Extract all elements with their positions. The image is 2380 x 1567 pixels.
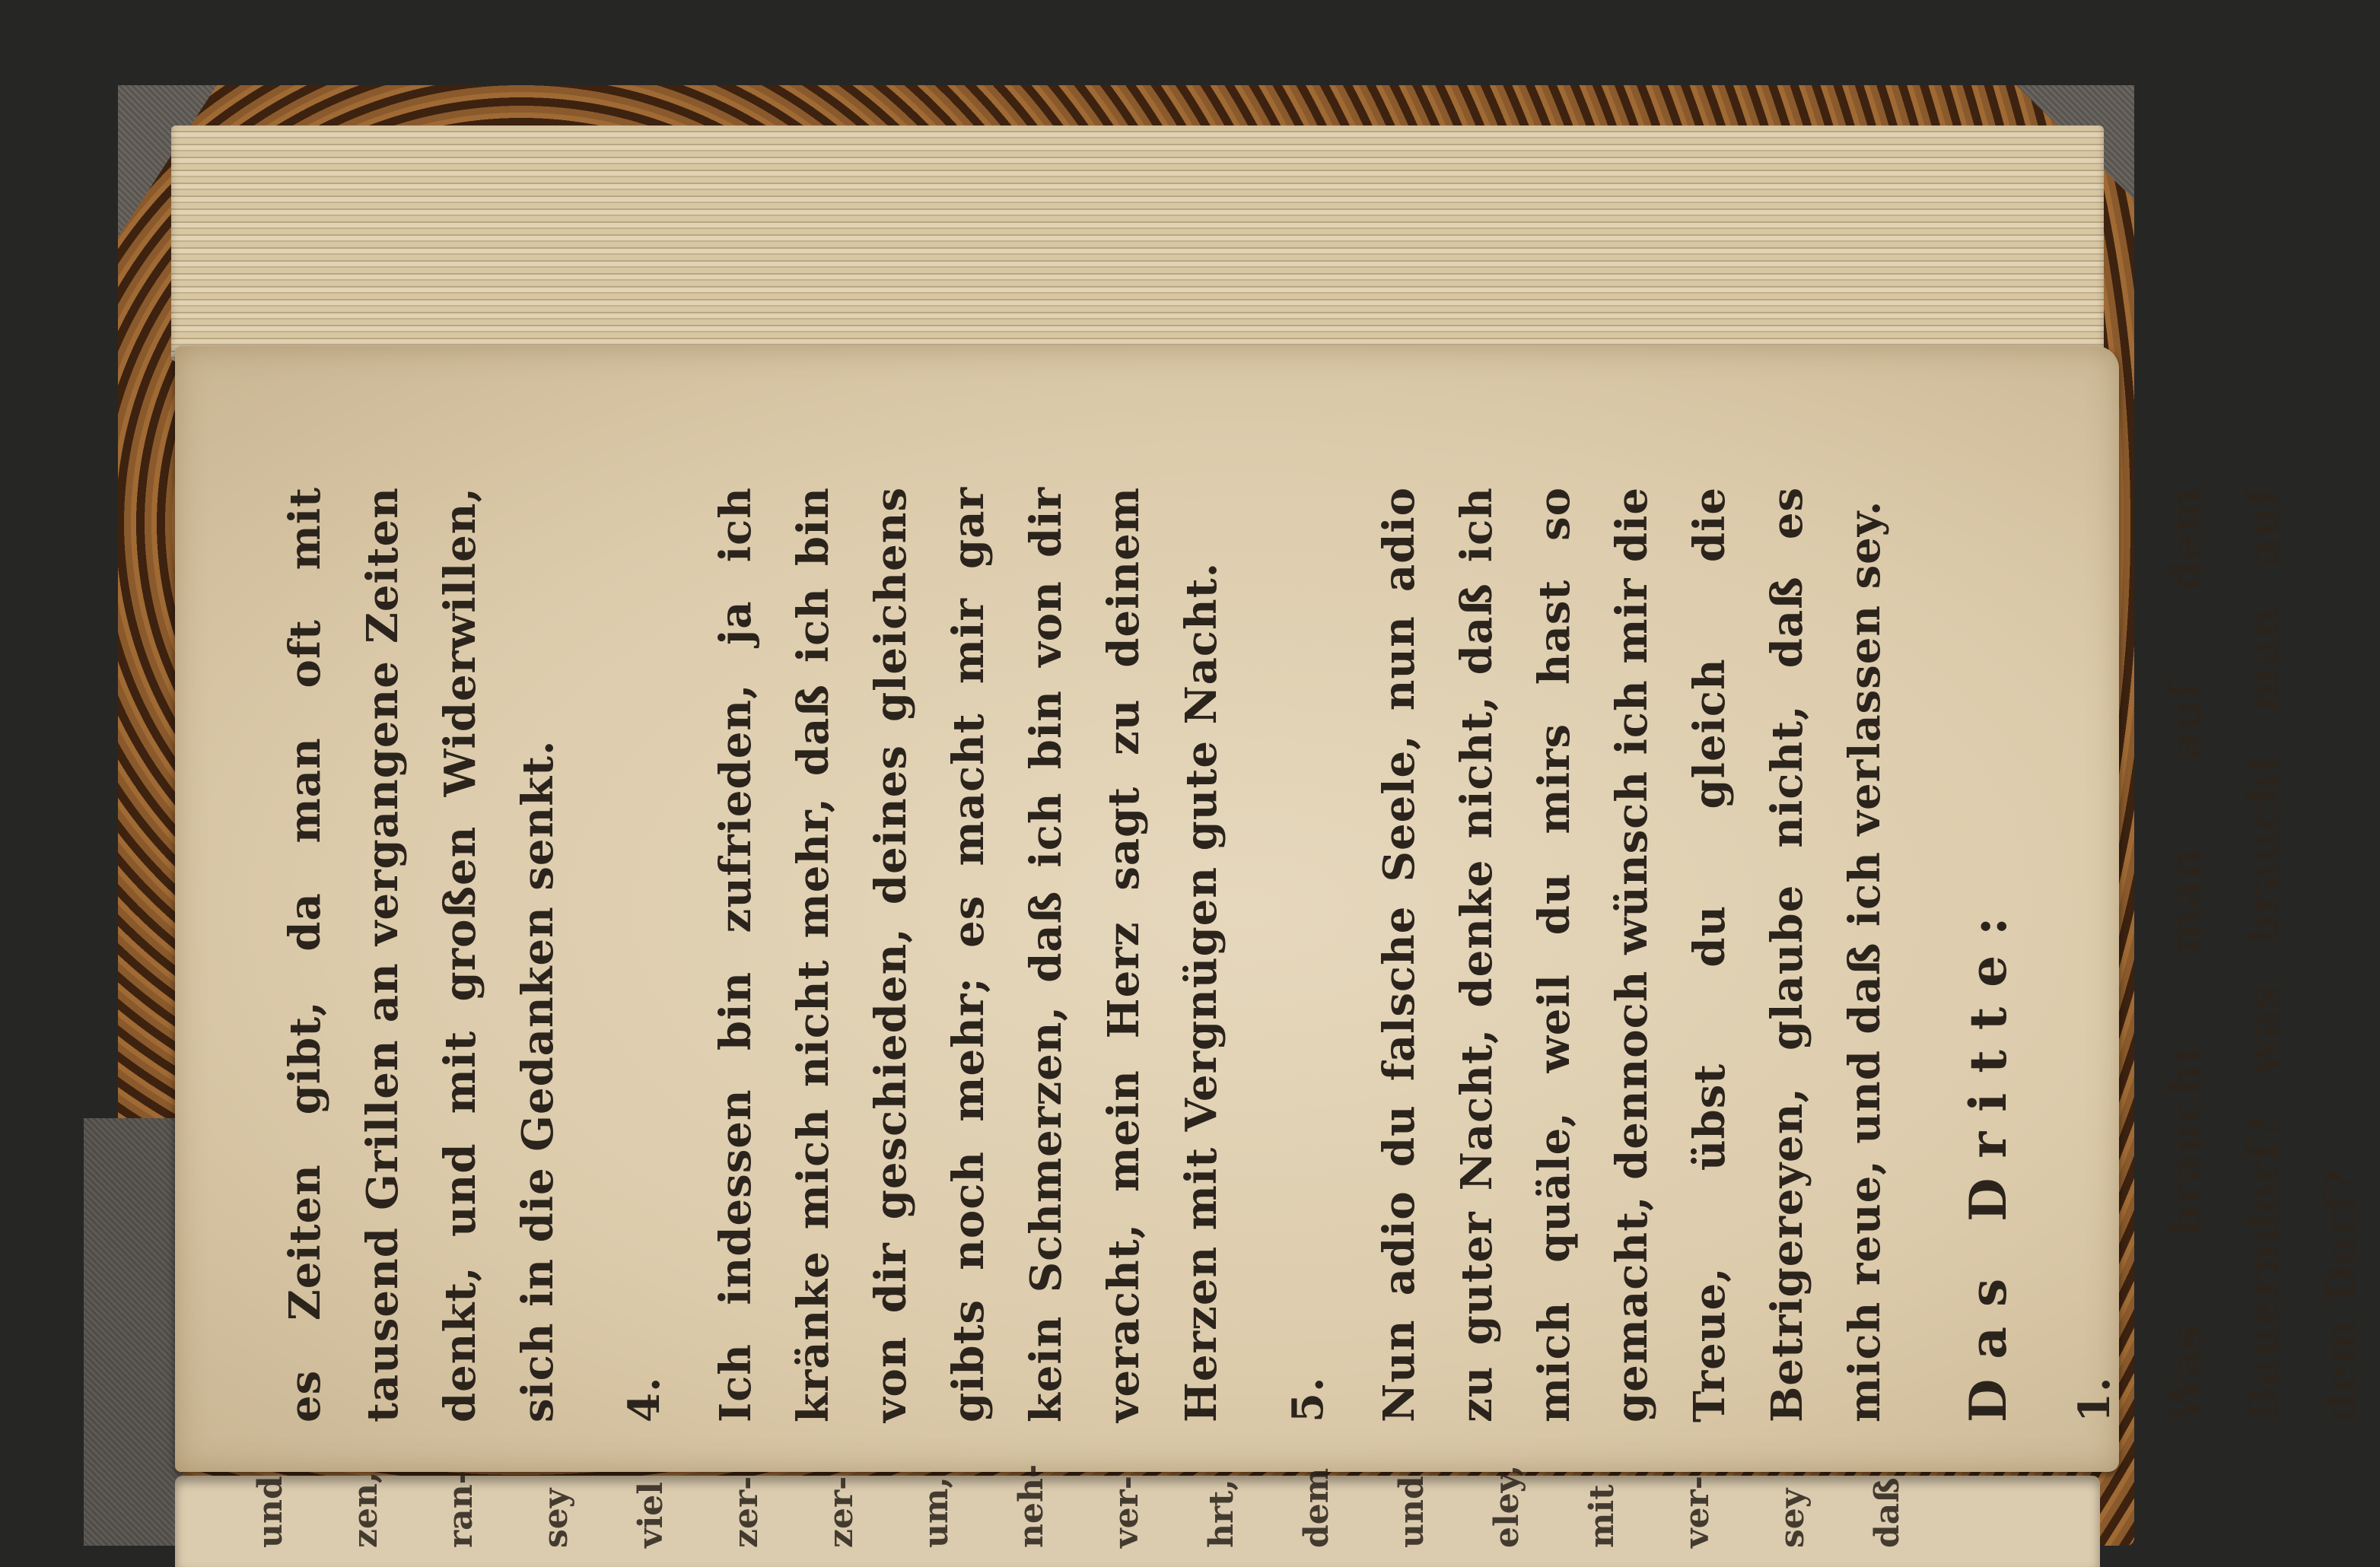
facing-page-fragment: ver- <box>1678 1475 1717 1548</box>
facing-page-fragments <box>251 1464 2001 1548</box>
facing-page-fragment: zer- <box>822 1476 861 1548</box>
facing-page-fragment: neh- <box>1012 1464 1051 1548</box>
song-first-line: Was braucht man auf dem Bauerndorf? was braucht man auf dem Dorf? <box>2161 487 2366 1422</box>
facing-page-fragment: zer- <box>727 1476 765 1548</box>
cloth-spine-strip <box>84 1118 183 1546</box>
facing-page-fragment: und <box>251 1476 290 1548</box>
facing-page-fragment: ran- <box>441 1470 480 1548</box>
verse-number-4: 4. <box>619 1376 670 1422</box>
section-heading: Das Dritte: <box>1958 897 2018 1422</box>
facing-page-fragment: eley, <box>1488 1464 1526 1548</box>
facing-page-fragment: und <box>1392 1476 1431 1548</box>
facing-page-fragment: ver- <box>1107 1475 1146 1548</box>
facing-page-fragment: um, <box>917 1476 956 1548</box>
facing-page-fragment: sey <box>536 1488 575 1548</box>
song-number-1: 1. <box>2070 1376 2120 1422</box>
facing-page-fragment: mit <box>1583 1484 1621 1548</box>
paragraph-continuation: es Zeiten gibt, da man oft mit tausend Grillen an vergangene Zeiten denkt, und mit großen Widerwillen, sich in die Gedanken senkt. <box>280 487 563 1422</box>
facing-page-fragment: daß <box>1868 1477 1907 1548</box>
verse-4: Ich indessen bin zufrieden, ja ich kränke mich nicht mehr, daß ich bin von dir geschieden, deines gleichens gibts noch mehr; es macht mir gar kein Schmerzen, daß ich bin von dir veracht, mein Herz sagt zu deinem Herzen mit Vergnügen gute Nacht. <box>711 487 1227 1422</box>
verse-5: Nun adio du falsche Seele, nun adio zu guter Nacht, denke nicht, daß ich mich quäle, weil du mirs hast so gemacht, dennoch wünsch ich mir die Treue, übst du gleich die Betrigereyen, glaube nicht, daß es mich reue, und daß ich verlassen sey. <box>1374 487 1890 1422</box>
facing-page-fragment: dem <box>1297 1467 1336 1548</box>
facing-page-fragment: zen, <box>346 1471 385 1548</box>
facing-page-fragment: hrt, <box>1202 1479 1241 1548</box>
verse-number-5: 5. <box>1283 1376 1333 1422</box>
facing-page-fragment: sey <box>1773 1488 1812 1548</box>
facing-page-fragment: viel <box>632 1482 670 1548</box>
page-text <box>266 487 2380 1422</box>
page-block-edges <box>171 126 2104 361</box>
